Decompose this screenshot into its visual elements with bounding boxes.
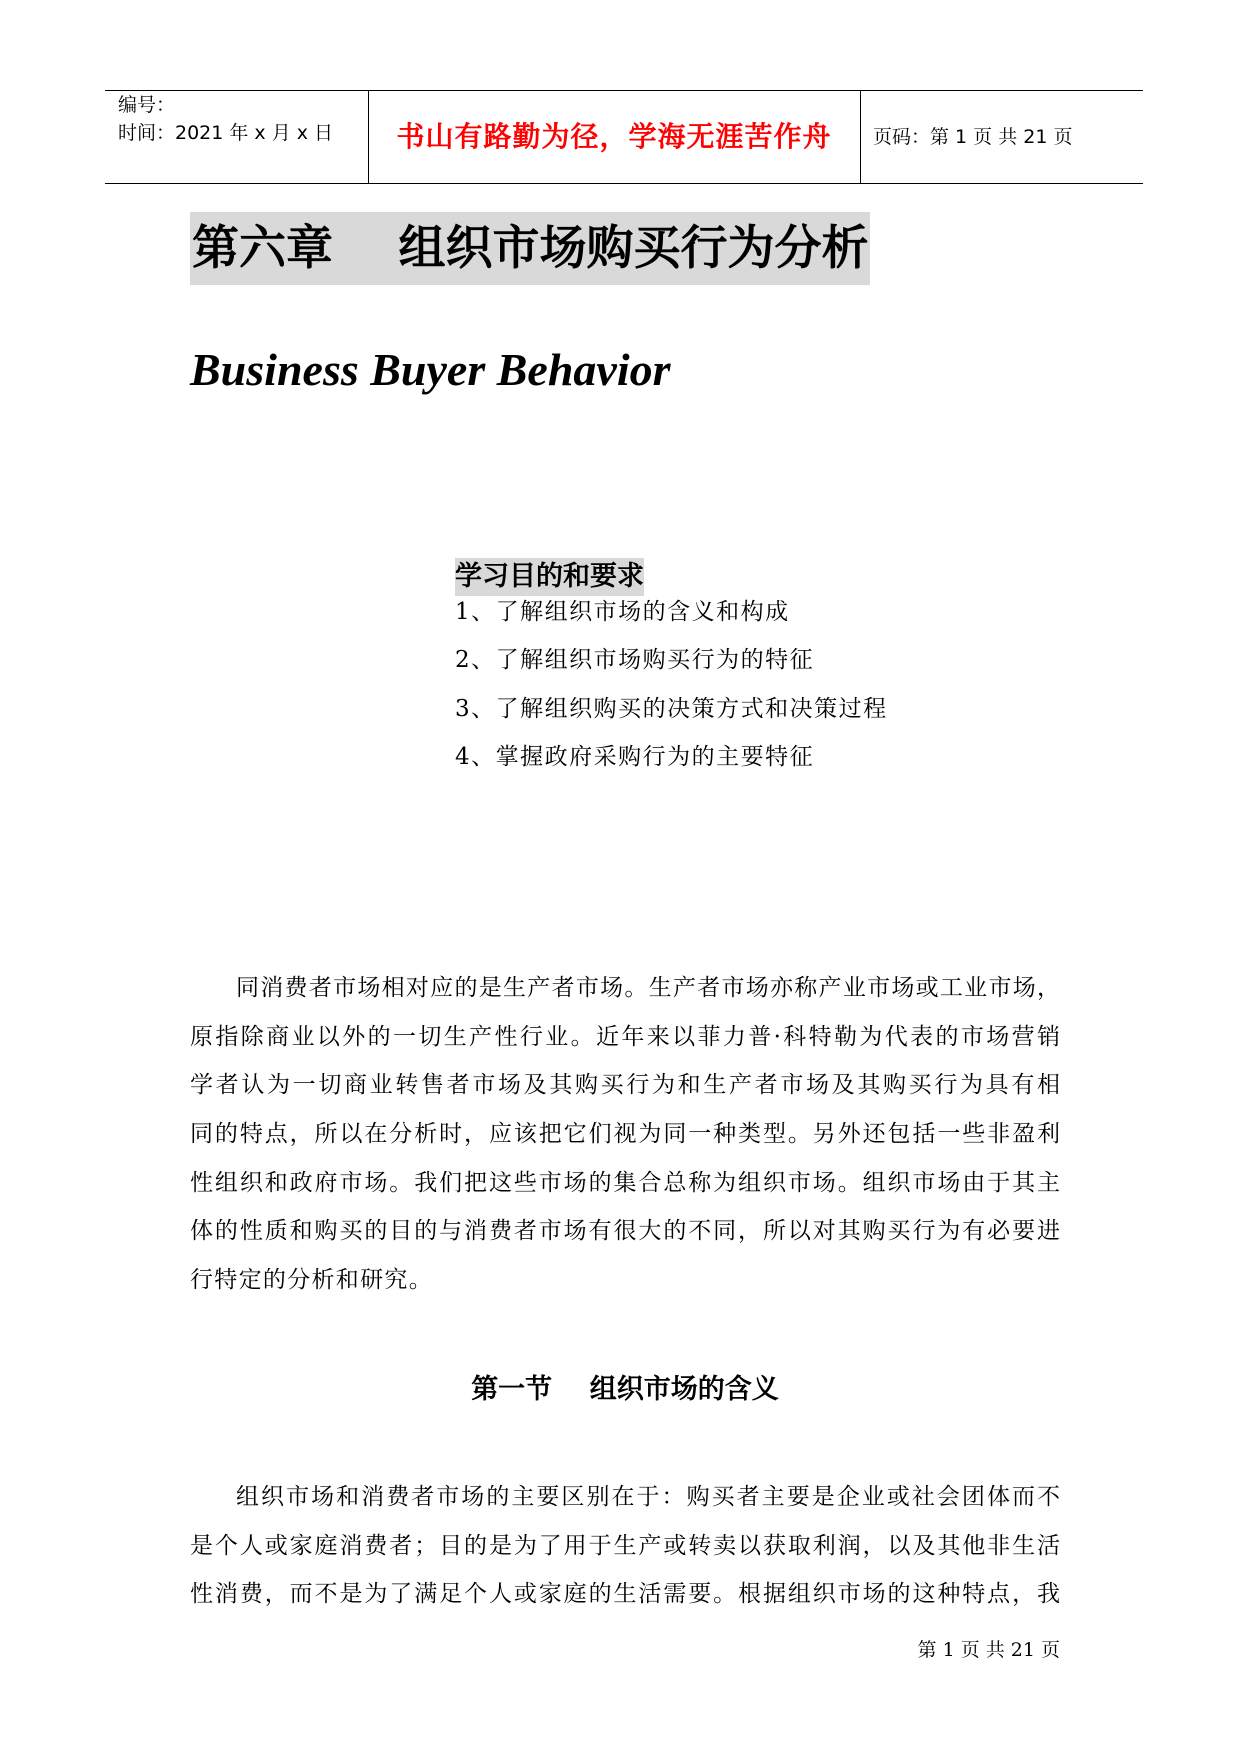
chapter-subtitle: Business Buyer Behavior [190,344,671,395]
paragraph-line: 体的性质和购买的目的与消费者市场有很大的不同，所以对其购买行为有必要进 [190,1218,1060,1245]
header-bottom-rule [105,183,1143,184]
section-heading: 第一节 组织市场的含义 [471,1374,779,1405]
chapter-title: 第六章 组织市场购买行为分析 [190,212,870,285]
objectives-list [455,596,1015,789]
paragraph-line: 性消费，而不是为了满足个人或家庭的生活需要。根据组织市场的这种特点，我 [190,1581,1060,1608]
objectives-heading: 学习目的和要求 [455,558,644,596]
document-time-label: 时间：2021 年 x 月 x 日 [118,122,334,144]
page-footer: 第 1 页 共 21 页 [917,1639,1060,1661]
objective-item: 1、了解组织市场的含义和构成 [455,599,790,625]
paragraph-line: 学者认为一切商业转售者市场及其购买行为和生产者市场及其购买行为具有相 [190,1072,1060,1099]
paragraph-line: 同的特点，所以在分析时，应该把它们视为同一种类型。另外还包括一些非盈利 [190,1121,1060,1148]
document-number-label: 编号： [118,94,176,116]
paragraph-line: 性组织和政府市场。我们把这些市场的集合总称为组织市场。组织市场由于其主 [190,1169,1060,1196]
objective-item: 3、了解组织购买的决策方式和决策过程 [455,695,888,722]
paragraph-line: 行特定的分析和研究。 [190,1267,433,1294]
header-top-rule [105,90,1143,91]
paragraph-line: 同消费者市场相对应的是生产者市场。生产者市场亦称产业市场或工业市场， [236,975,1060,1001]
paragraph-line: 是个人或家庭消费者；目的是为了用于生产或转卖以获取利润，以及其他非生活 [190,1532,1060,1559]
section-paragraph [190,1473,1060,1619]
header-divider-right [860,90,861,183]
paragraph-line: 原指除商业以外的一切生产性行业。近年来以菲力普·科特勒为代表的市场营销 [190,1023,1060,1050]
intro-paragraph [190,964,1060,1305]
header-page-info: 页码：第 1 页 共 21 页 [873,126,1073,148]
header-motto: 书山有路勤为径，学海无涯苦作舟 [396,120,832,153]
objective-item: 4、掌握政府采购行为的主要特征 [455,743,815,770]
paragraph-line: 组织市场和消费者市场的主要区别在于：购买者主要是企业或社会团体而不 [236,1484,1060,1510]
objective-item: 2、了解组织市场购买行为的特征 [455,647,815,674]
